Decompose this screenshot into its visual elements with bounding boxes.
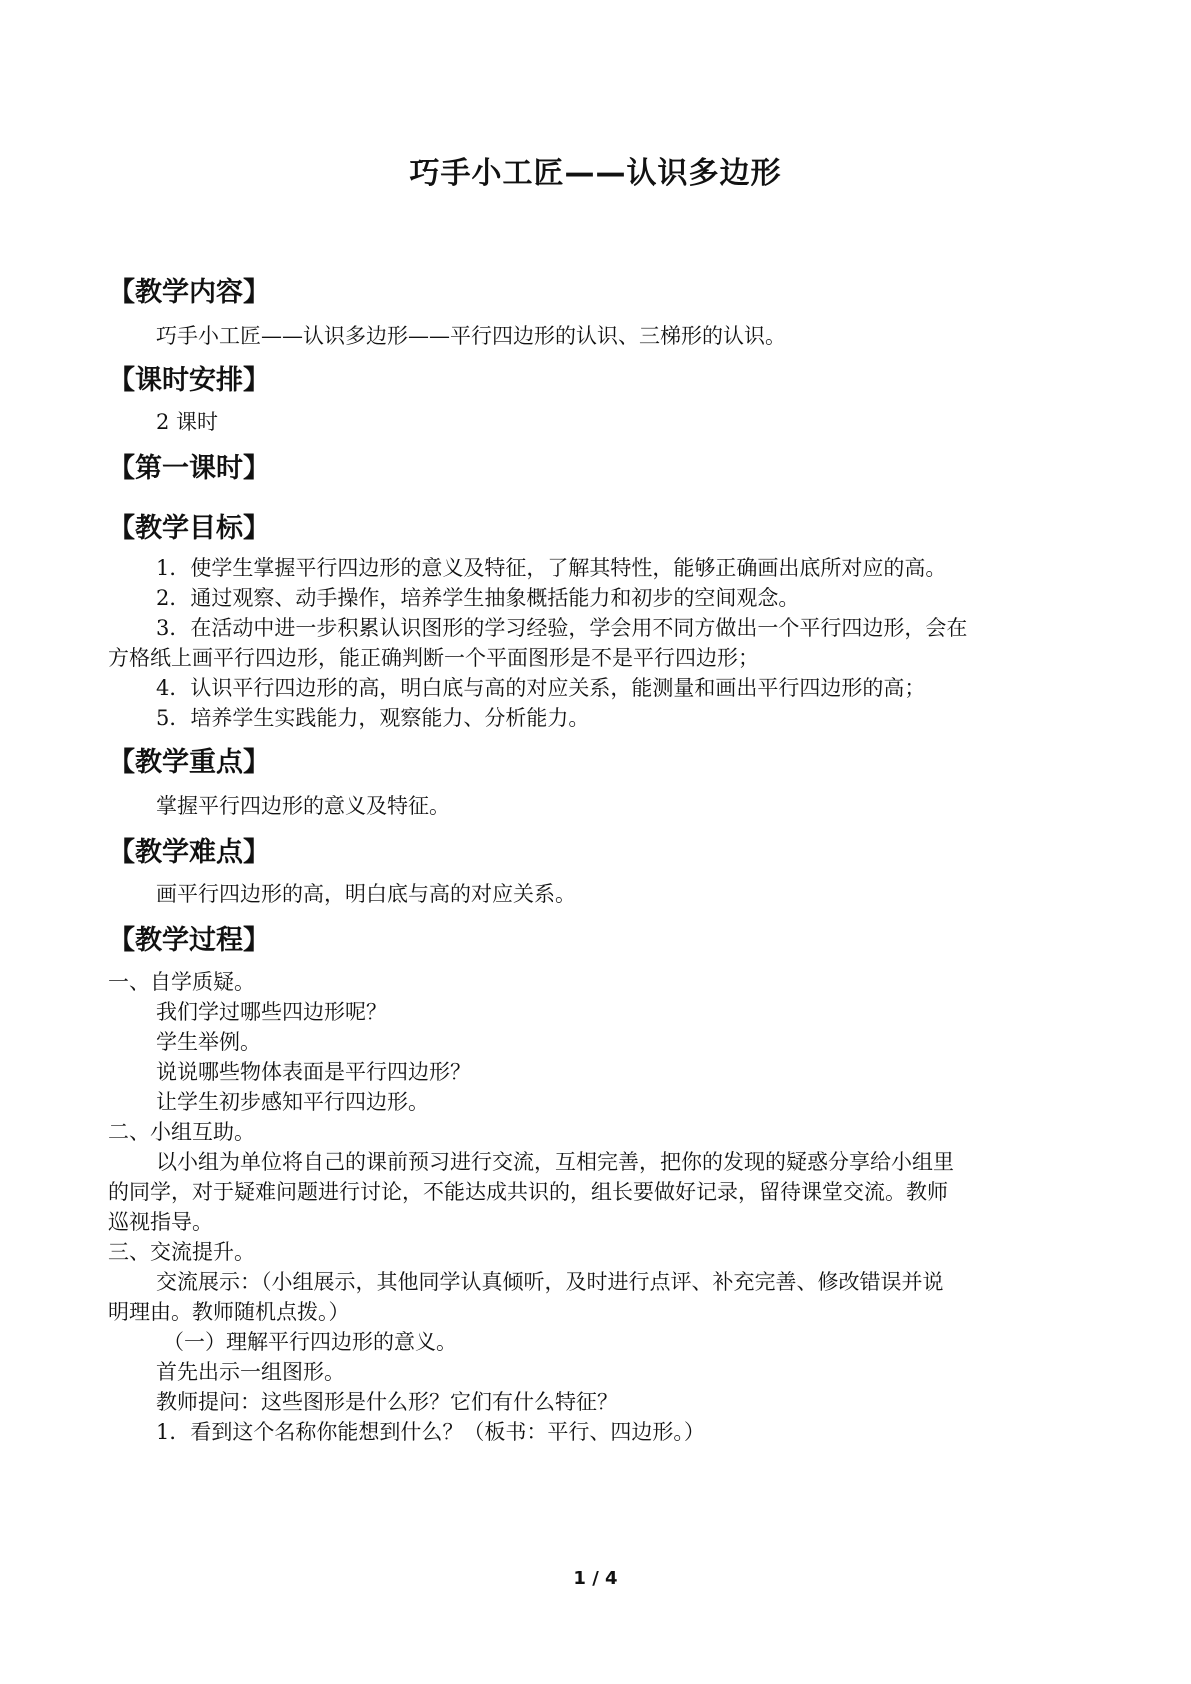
process-line: 巡视指导。 — [108, 1210, 213, 1234]
goal-line: 3．在活动中进一步积累认识图形的学习经验，学会用不同方做出一个平行四边形，会在 — [156, 616, 968, 640]
process-line: 说说哪些物体表面是平行四边形？ — [156, 1060, 471, 1084]
process-line: 1．看到这个名称你能想到什么？（板书：平行、四边形。） — [156, 1420, 705, 1444]
key-points-text: 掌握平行四边形的意义及特征。 — [156, 794, 450, 818]
goal-line: 2．通过观察、动手操作，培养学生抽象概括能力和初步的空间观念。 — [156, 586, 800, 610]
process-line: 让学生初步感知平行四边形。 — [156, 1090, 429, 1114]
heading-goals: 【教学目标】 — [108, 513, 270, 544]
heading-key-points: 【教学重点】 — [108, 747, 270, 778]
process-line: 首先出示一组图形。 — [156, 1360, 345, 1384]
heading-first-lesson: 【第一课时】 — [108, 453, 270, 484]
goal-line: 4．认识平行四边形的高，明白底与高的对应关系，能测量和画出平行四边形的高； — [156, 676, 926, 700]
process-line: 明理由。教师随机点拨。） — [108, 1300, 350, 1324]
process-line: 三、交流提升。 — [108, 1240, 255, 1264]
process-line: 一、自学质疑。 — [108, 970, 255, 994]
page-number: 1 / 4 — [573, 1568, 618, 1589]
process-line: 学生举例。 — [156, 1030, 261, 1054]
process-line: （一）理解平行四边形的意义。 — [163, 1330, 457, 1354]
heading-teaching-content: 【教学内容】 — [108, 277, 270, 308]
heading-process: 【教学过程】 — [108, 925, 270, 956]
teaching-content-text: 巧手小工匠——认识多边形——平行四边形的认识、三梯形的认识。 — [156, 324, 786, 348]
heading-schedule: 【课时安排】 — [108, 365, 270, 396]
process-line: 我们学过哪些四边形呢？ — [156, 1000, 387, 1024]
goal-line: 5．培养学生实践能力，观察能力、分析能力。 — [156, 706, 590, 730]
process-line: 以小组为单位将自己的课前预习进行交流，互相完善，把你的发现的疑惑分享给小组里 — [156, 1150, 954, 1174]
schedule-text: 2 课时 — [156, 410, 219, 434]
difficulties-text: 画平行四边形的高，明白底与高的对应关系。 — [156, 882, 576, 906]
goal-line: 方格纸上画平行四边形，能正确判断一个平面图形是不是平行四边形； — [108, 646, 759, 670]
heading-difficulties: 【教学难点】 — [108, 837, 270, 868]
process-line: 的同学，对于疑难问题进行讨论，不能达成共识的，组长要做好记录，留待课堂交流。教师 — [108, 1180, 948, 1204]
document-title: 巧手小工匠——认识多边形 — [409, 156, 782, 191]
process-line: 二、小组互助。 — [108, 1120, 255, 1144]
process-line: 教师提问：这些图形是什么形？它们有什么特征？ — [156, 1390, 618, 1414]
process-line: 交流展示：（小组展示，其他同学认真倾听，及时进行点评、补充完善、修改错误并说 — [156, 1270, 944, 1294]
goal-line: 1．使学生掌握平行四边形的意义及特征，了解其特性，能够正确画出底所对应的高。 — [156, 556, 947, 580]
